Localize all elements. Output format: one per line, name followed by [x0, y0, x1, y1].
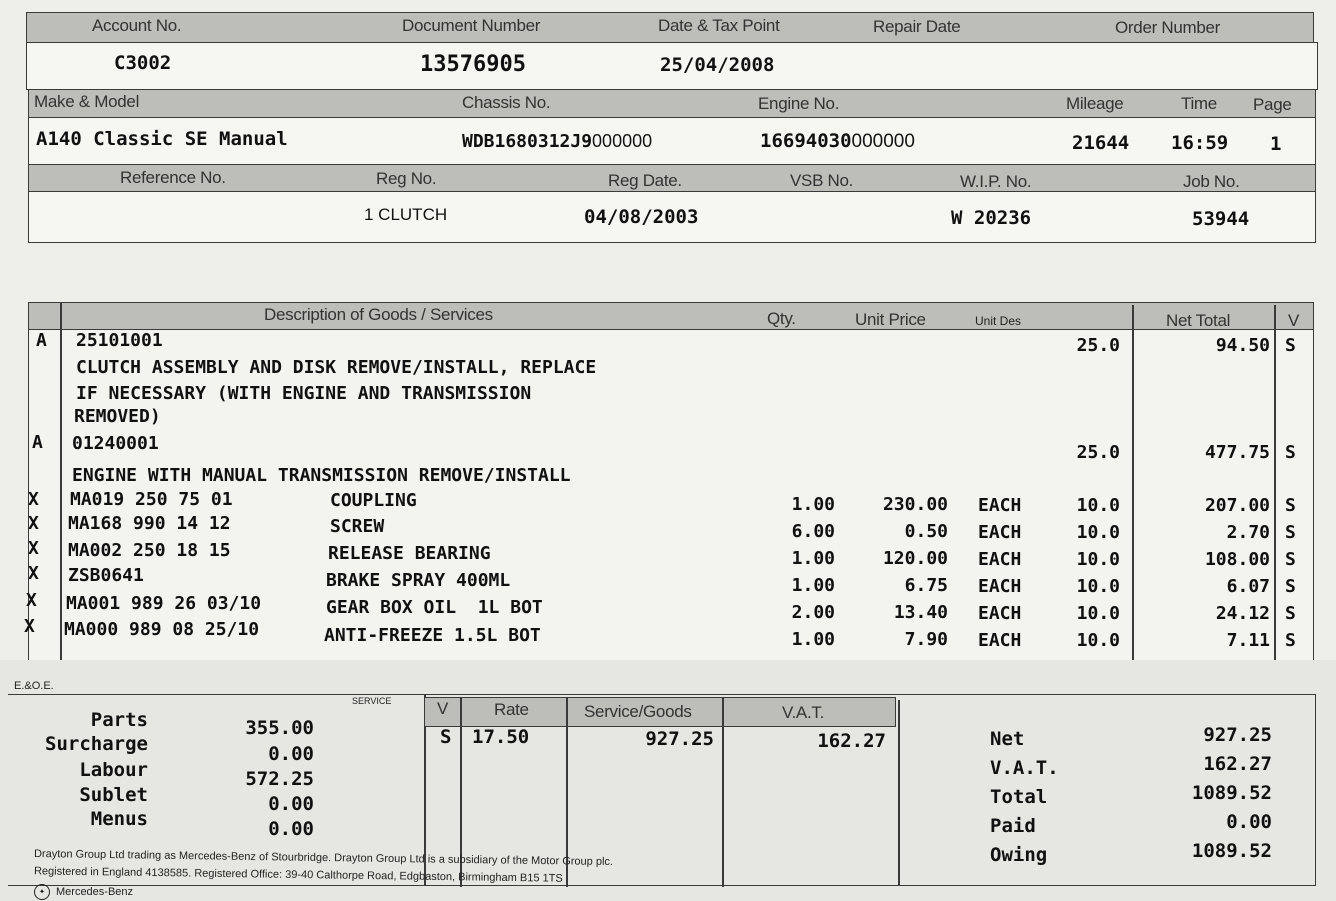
eaoe-text: E.&O.E.	[14, 680, 54, 692]
labour-description-line: CLUTCH ASSEMBLY AND DISK REMOVE/INSTALL, REPLACE	[76, 357, 597, 378]
mileage-label: Mileage	[1066, 94, 1124, 113]
part-code: X	[24, 616, 35, 637]
service-small-label: SERVICE	[352, 696, 392, 706]
part-discount: 10.0	[1076, 576, 1120, 597]
part-discount: 10.0	[1076, 495, 1120, 516]
engine-label: Engine No.	[758, 94, 840, 113]
part-discount: 10.0	[1076, 630, 1120, 651]
net-total-header: Net Total	[1166, 311, 1231, 330]
mercedes-star-icon: ✦	[34, 884, 50, 900]
account-value: C3002	[114, 52, 172, 74]
part-description: RELEASE BEARING	[328, 543, 491, 564]
chassis-mask: 000000	[592, 131, 653, 151]
document-value: 13576905	[420, 52, 526, 77]
part-net-total: 6.07	[1226, 576, 1270, 597]
labour-description-line: REMOVED)	[74, 406, 161, 427]
total-label: Net	[990, 728, 1025, 750]
reg-date-label: Reg Date.	[608, 171, 682, 190]
total-value: 162.27	[1203, 753, 1272, 775]
breakdown-value: 572.25	[245, 768, 314, 790]
labour-op-number: 25101001	[76, 330, 163, 351]
part-description: GEAR BOX OIL 1L BOT	[326, 597, 543, 618]
part-code: X	[28, 489, 39, 510]
breakdown-label: Sublet	[79, 784, 148, 806]
part-net-total: 108.00	[1204, 549, 1270, 570]
reg-date-value: 04/08/2003	[584, 206, 699, 228]
desc-header: Description of Goods / Services	[264, 305, 493, 324]
total-label: V.A.T.	[990, 757, 1059, 779]
document-label: Document Number	[402, 16, 541, 35]
total-label: Owing	[990, 844, 1048, 866]
vat-row-rate: 17.50	[472, 726, 530, 748]
part-vat-code: S	[1285, 495, 1296, 516]
unit-price-header: Unit Price	[855, 310, 926, 329]
part-qty: 2.00	[791, 602, 835, 623]
part-qty: 1.00	[791, 575, 835, 596]
part-code: X	[26, 590, 37, 611]
wip-label: W.I.P. No.	[960, 172, 1032, 191]
vat-col-divider	[722, 697, 724, 887]
part-unit: EACH	[978, 630, 1022, 651]
part-unit-price: 120.00	[882, 548, 948, 569]
page-label: Page	[1253, 95, 1292, 114]
part-number: ZSB0641	[68, 565, 144, 586]
labour-hours: 25.0	[1076, 335, 1120, 356]
breakdown-value: 0.00	[268, 743, 314, 765]
time-value: 16:59	[1171, 132, 1229, 154]
part-unit-price: 6.75	[904, 575, 948, 596]
part-vat-code: S	[1285, 549, 1296, 570]
part-net-total: 207.00	[1204, 495, 1270, 516]
make-model-label: Make & Model	[34, 92, 140, 111]
part-unit-price: 230.00	[882, 494, 948, 515]
part-discount: 10.0	[1076, 522, 1120, 543]
part-net-total: 7.11	[1226, 630, 1270, 651]
total-value: 0.00	[1226, 811, 1272, 833]
part-unit-price: 13.40	[893, 602, 948, 623]
part-unit: EACH	[978, 549, 1022, 570]
reg-no-label: Reg No.	[376, 169, 437, 188]
footer-col-divider	[898, 700, 900, 886]
repair-date-label: Repair Date	[873, 17, 961, 36]
legal-line: Registered in England 4138585. Registered Office: 39-40 Calthorpe Road, Edgbaston, Birmingham B15 1TS	[33, 865, 563, 885]
legal-line: Mercedes-Benz	[56, 886, 134, 898]
part-net-total: 2.70	[1226, 522, 1270, 543]
part-qty: 1.00	[791, 548, 835, 569]
part-qty: 1.00	[791, 494, 835, 515]
labour-code: A	[36, 330, 47, 351]
total-value: 927.25	[1203, 724, 1272, 746]
part-discount: 10.0	[1076, 603, 1120, 624]
chassis-label: Chassis No.	[462, 93, 551, 112]
account-label: Account No.	[92, 16, 182, 35]
items-col-divider	[1132, 305, 1134, 696]
unit-des-header: Unit Des	[975, 314, 1022, 328]
vat-vat-header: V.A.T.	[782, 703, 824, 722]
labour-op-number: 01240001	[72, 433, 159, 454]
part-unit: EACH	[978, 576, 1022, 597]
job-value: 53944	[1192, 208, 1250, 230]
breakdown-label: Menus	[90, 808, 148, 830]
breakdown-label: Parts	[90, 709, 148, 731]
part-unit: EACH	[978, 603, 1022, 624]
wip-value: W 20236	[951, 207, 1032, 229]
labour-total: 94.50	[1215, 335, 1270, 356]
part-description: BRAKE SPRAY 400ML	[326, 570, 511, 591]
part-vat-code: S	[1285, 603, 1296, 624]
labour-total: 477.75	[1204, 442, 1270, 463]
breakdown-value: 355.00	[245, 717, 314, 739]
part-discount: 10.0	[1076, 549, 1120, 570]
items-col-divider	[60, 302, 62, 696]
total-label: Paid	[990, 815, 1036, 837]
vsb-label: VSB No.	[790, 171, 854, 190]
part-unit-price: 0.50	[904, 521, 948, 542]
job-label: Job No.	[1183, 172, 1240, 191]
total-value: 1089.52	[1191, 840, 1272, 862]
mileage-value: 21644	[1072, 132, 1130, 154]
chassis-value: WDB1680312J9000000	[462, 131, 653, 152]
labour-description-line: ENGINE WITH MANUAL TRANSMISSION REMOVE/INSTALL	[72, 465, 571, 486]
time-label: Time	[1181, 94, 1217, 113]
part-vat-code: S	[1285, 522, 1296, 543]
part-description: SCREW	[330, 516, 385, 537]
order-number-label: Order Number	[1115, 18, 1221, 37]
part-vat-code: S	[1285, 576, 1296, 597]
total-label: Total	[990, 786, 1048, 808]
part-qty: 1.00	[791, 629, 835, 650]
part-unit: EACH	[978, 495, 1022, 516]
part-code: X	[28, 513, 39, 534]
date-label: Date & Tax Point	[658, 16, 780, 35]
part-net-total: 24.12	[1215, 603, 1270, 624]
part-description: ANTI-FREEZE 1.5L BOT	[324, 625, 541, 646]
items-col-divider	[1274, 305, 1276, 696]
part-number: MA002 250 18 15	[68, 540, 231, 561]
part-unit: EACH	[978, 522, 1022, 543]
labour-vat-code: S	[1285, 442, 1296, 463]
breakdown-value: 0.00	[268, 793, 314, 815]
part-description: COUPLING	[330, 490, 417, 511]
part-unit-price: 7.90	[904, 629, 948, 650]
labour-code: A	[32, 432, 43, 453]
part-number: MA019 250 75 01	[70, 489, 233, 510]
qty-header: Qty.	[767, 309, 796, 328]
vat-v-header: V	[437, 699, 449, 718]
breakdown-label: Labour	[79, 759, 148, 781]
reference-label: Reference No.	[120, 168, 226, 187]
vat-service-header: Service/Goods	[584, 702, 692, 721]
engine-value: 16694030000000	[760, 130, 915, 152]
vat-row-vat: 162.27	[817, 730, 886, 752]
reg-no-value: 1 CLUTCH	[364, 205, 448, 224]
breakdown-value: 0.00	[268, 818, 314, 840]
total-value: 1089.52	[1191, 782, 1272, 804]
labour-description-line: IF NECESSARY (WITH ENGINE AND TRANSMISSION	[76, 383, 532, 404]
part-number: MA168 990 14 12	[68, 513, 231, 534]
vat-row-v: S	[440, 726, 452, 748]
legal-line: Drayton Group Ltd trading as Mercedes-Benz of Stourbridge. Drayton Group Ltd is a subsidiary of the Motor Group plc.	[33, 847, 614, 869]
labour-vat-code: S	[1285, 335, 1296, 356]
page-value: 1	[1270, 133, 1282, 155]
labour-hours: 25.0	[1076, 442, 1120, 463]
make-model-value: A140 Classic SE Manual	[36, 128, 288, 150]
engine-mask: 000000	[851, 131, 915, 152]
vat-rate-header: Rate	[494, 700, 529, 719]
vat-row-service: 927.25	[645, 728, 714, 750]
breakdown-label: Surcharge	[45, 733, 148, 755]
part-code: X	[28, 563, 39, 584]
part-code: X	[28, 538, 39, 559]
date-value: 25/04/2008	[660, 54, 775, 76]
part-vat-code: S	[1285, 630, 1296, 651]
part-number: MA000 989 08 25/10	[64, 619, 260, 640]
part-number: MA001 989 26 03/10	[66, 593, 262, 614]
items-header-bar	[28, 302, 1314, 330]
part-qty: 6.00	[791, 521, 835, 542]
v-header: V	[1288, 311, 1300, 330]
